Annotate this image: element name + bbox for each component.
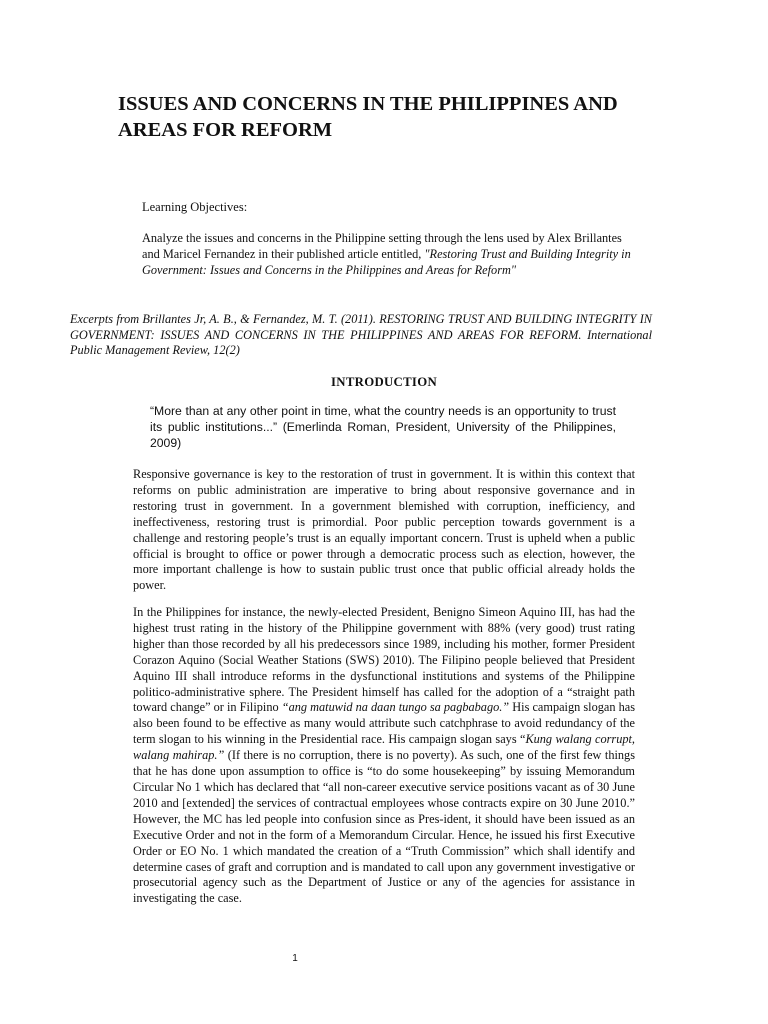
paragraph-2-campaign-slogan: Kung walang corrupt, walang mahirap.”: [133, 732, 635, 763]
learning-objectives-article-title: "Restoring Trust and Building Integrity in Government: Issues and Concerns in the Philippines and Areas for Reform": [142, 247, 631, 278]
excerpt-citation: Excerpts from Brillantes Jr, A. B., & Fernandez, M. T. (2011). RESTORING TRUST AND BUILDING INTEGRITY IN GOVERNMENT: ISSUES AND CONCERNS IN THE PHILIPPINES AND AREAS FOR REFORM. International Public Management Review, 12(2): [70, 312, 652, 357]
paragraph-2-text: His campaign slogan has also been found to be effective as many would attribute such catchphrase to avoid redundancy of the term slogan to his winning in the Presidential race. His campaign slogan says “: [133, 700, 635, 747]
paragraph-2-text: (If there is no corruption, there is no poverty). As such, one of the first few things that he has done upon assumption to office is “to do some housekeeping” by issuing Memorandum Circular No 1 which has declared that “all non-career executive service positions vacant as of 30 June 2010 and [extended] the services of contractual employees whose contracts expire on 30 June 2010.” However, the MC has led people into confusion since as Pres-ident, it should have been issued as an Executive Order and not in the form of a Memorandum Circular. Hence, he issued his first Executive Order or EO No. 1 which mandated the creation of a “Truth Commission” which shall identify and determine cases of graft and corruption and is mandated to call upon any government investigative or prosecutorial agency such as the Department of Justice or any of the agencies for assistance in investigating the case.: [133, 748, 635, 906]
learning-objectives-text: [142, 230, 634, 279]
learning-objectives-label: Learning Objectives:: [142, 200, 248, 214]
epigraph-quote: “More than at any other point in time, what the country needs is an opportunity to trust its public institutions...” (Emerlinda Roman, President, University of the Philippines, 2009): [150, 404, 616, 450]
learning-objectives-body: Analyze the issues and concerns in the Philippine setting through the lens used by Alex Brillantes and Maricel Fernandez in their published article entitled,: [142, 231, 622, 262]
section-heading-introduction: INTRODUCTION: [331, 375, 437, 389]
paragraph-2-text: In the Philippines for instance, the newly-elected President, Benigno Simeon Aquino III, has had the highest trust rating in the history of the Philippine government with 88% (very good) trust rating higher than those recorded by all his predecessors since 1989, including his mother, former President Corazon Aquino (Social Weather Stations (SWS) 2010). The Filipino people believed that President Aquino III shall introduce reforms in the dysfunctional institutions and systems of the Philippine politico-administrative sphere. The President himself has called for the adoption of a “straight path toward change” or in Filipino: [133, 605, 635, 715]
paragraph-2-filipino-phrase: “ang matuwid na daan tungo sa pagbabago.”: [281, 700, 510, 715]
paragraph-2: [133, 605, 635, 907]
page-number: 1: [292, 953, 298, 964]
document-title: ISSUES AND CONCERNS IN THE PHILIPPINES AND AREAS FOR REFORM: [118, 93, 618, 141]
paragraph-1: Responsive governance is key to the restoration of trust in government. It is within this context that reforms on public administration are imperative to bring about responsive governance and in restoring trust in government. In a government blemished with corruption, inefficiency, and ineffectiveness, restoring trust is primordial. Poor public perception towards government is a challenge and restoring people’s trust is an equally important concern. Trust is upheld when a public official is brought to office or power through a democratic process such as election, however, the more important challenge is how to sustain public trust once that public official already holds the power.: [133, 467, 635, 593]
